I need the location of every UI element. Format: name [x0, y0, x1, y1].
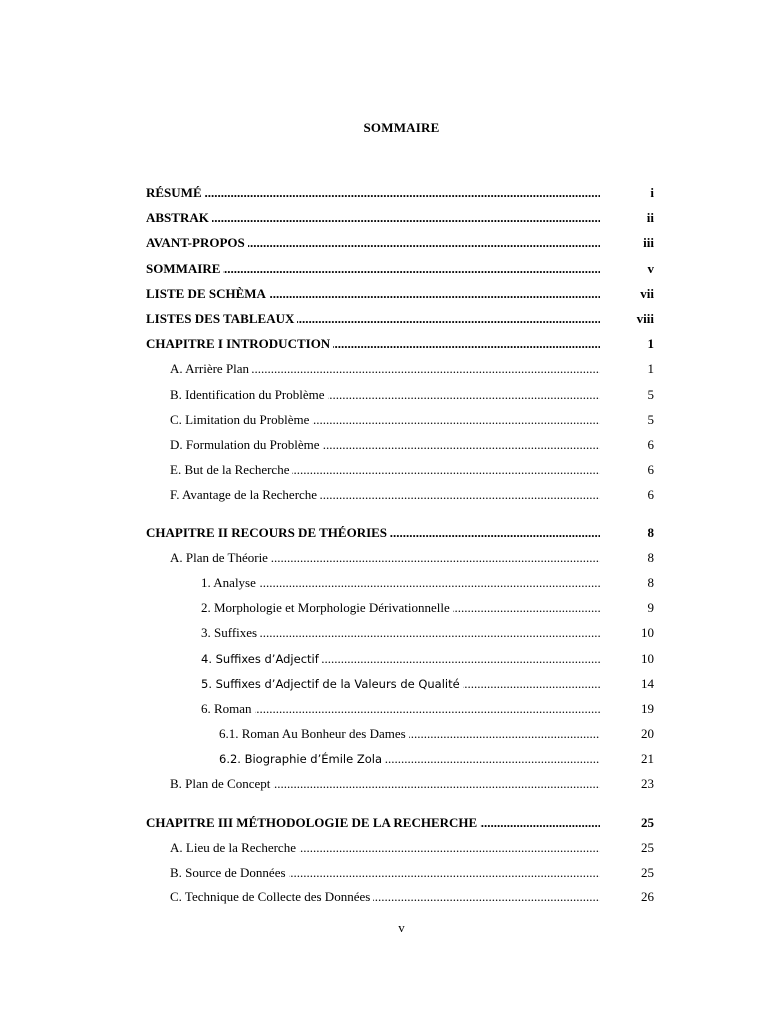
toc-entry[interactable]	[0, 574, 768, 592]
toc-entry-page: 20	[641, 726, 654, 741]
page-number-footer: v	[398, 920, 405, 935]
toc-entry[interactable]	[0, 599, 768, 617]
toc-entry-page: i	[650, 185, 654, 200]
toc-entry-page: 10	[641, 625, 654, 640]
toc-entry[interactable]	[0, 888, 768, 906]
toc-entry[interactable]	[0, 675, 768, 693]
toc-entry-page: 1	[647, 361, 654, 376]
toc-entry-label: CHAPITRE III MÉTHODOLOGIE DE LA RECHERCHE .....	[146, 814, 600, 832]
toc-entry-label: E. But de la Recherche .....	[170, 461, 600, 479]
toc-entry-label: 6.1. Roman Au Bonheur des Dames .....	[219, 725, 600, 743]
toc-entry-label: F. Avantage de la Recherche .....	[170, 486, 600, 504]
toc-entry[interactable]	[0, 700, 768, 718]
toc-entry-page: 8	[647, 550, 654, 565]
toc-entry-label: C. Limitation du Problème .....	[170, 411, 600, 429]
toc-entry[interactable]	[0, 310, 768, 328]
toc-entry-label: 3. Suffixes .....	[201, 624, 600, 642]
toc-entry-page: 19	[641, 701, 654, 716]
toc-entry-label: AVANT-PROPOS .....	[146, 234, 600, 252]
toc-entry-page: ii	[646, 210, 654, 225]
toc-entry-page: v	[647, 261, 654, 276]
toc-entry-label: A. Plan de Théorie .....	[170, 549, 600, 567]
toc-entry-page: 6	[647, 487, 654, 502]
toc-entry-page: 9	[647, 600, 654, 615]
toc-entry-page: 8	[647, 575, 654, 590]
toc-entry-label: 5. Suffixes d’Adjectif de la Valeurs de Qualité .....	[201, 675, 600, 693]
toc-entry-page: 26	[641, 889, 654, 904]
toc-entry-label: B. Plan de Concept .....	[170, 775, 600, 793]
toc-entry-page: 21	[641, 751, 654, 766]
toc-entry-page: 6	[647, 462, 654, 477]
toc-entry-label: 2. Morphologie et Morphologie Dérivationnelle .....	[201, 599, 600, 617]
toc-entry-label: LISTES DES TABLEAUX .....	[146, 310, 600, 328]
toc-entry-page: 8	[647, 525, 654, 540]
toc-entry-page: 5	[647, 387, 654, 402]
toc-entry-page: 14	[641, 676, 654, 691]
toc-entry-page: vii	[640, 286, 654, 301]
toc-entry-page: 23	[641, 776, 654, 791]
toc-entry-page: 1	[647, 336, 654, 351]
toc-entry[interactable]	[0, 461, 768, 479]
toc-entry-label: 1. Analyse .....	[201, 574, 600, 592]
toc-entry-label: D. Formulation du Problème .....	[170, 436, 600, 454]
toc-entry[interactable]	[0, 386, 768, 404]
toc-entry-page: 5	[647, 412, 654, 427]
toc-entry-page: iii	[643, 235, 654, 250]
toc-entry-label: RÉSUMÉ .....	[146, 184, 600, 202]
toc-entry-label: A. Arrière Plan .....	[170, 360, 600, 378]
toc-entry[interactable]	[0, 209, 768, 227]
toc-entry[interactable]	[0, 411, 768, 429]
toc-entry[interactable]	[0, 650, 768, 668]
toc-entry[interactable]	[0, 486, 768, 504]
toc-entry-label: A. Lieu de la Recherche .....	[170, 839, 600, 857]
toc-entry[interactable]	[0, 285, 768, 303]
toc-entry[interactable]	[0, 814, 768, 832]
toc-entry-page: 25	[641, 815, 654, 830]
page-title: SOMMAIRE	[363, 120, 440, 135]
toc-entry[interactable]	[0, 750, 768, 768]
toc-entry-page: 6	[647, 437, 654, 452]
toc-entry-label: B. Source de Données .....	[170, 864, 600, 882]
toc-entry[interactable]	[0, 775, 768, 793]
toc-entry-label: B. Identification du Problème .....	[170, 386, 600, 404]
toc-entry[interactable]	[0, 864, 768, 882]
toc-entry[interactable]	[0, 624, 768, 642]
toc-entry[interactable]	[0, 260, 768, 278]
toc-entry-label: C. Technique de Collecte des Données .....	[170, 888, 600, 906]
toc-entry[interactable]	[0, 360, 768, 378]
toc-entry[interactable]	[0, 725, 768, 743]
toc-entry-page: 25	[641, 865, 654, 880]
toc-entry[interactable]	[0, 234, 768, 252]
toc-entry[interactable]	[0, 524, 768, 542]
toc-entry-page: 10	[641, 651, 654, 666]
toc-entry[interactable]	[0, 839, 768, 857]
toc-entry-label: 6.2. Biographie d’Émile Zola .....	[219, 750, 600, 768]
toc-entry-page: viii	[636, 311, 654, 326]
toc-entry[interactable]	[0, 184, 768, 202]
toc-entry[interactable]	[0, 335, 768, 353]
toc-entry[interactable]	[0, 549, 768, 567]
toc-entry-label: CHAPITRE II RECOURS DE THÉORIES .....	[146, 524, 600, 542]
toc-entry-label: CHAPITRE I INTRODUCTION .....	[146, 335, 600, 353]
toc-entry-label: LISTE DE SCHÈMA .....	[146, 285, 600, 303]
toc-entry[interactable]	[0, 436, 768, 454]
toc-entry-label: 6. Roman .....	[201, 700, 600, 718]
toc-entry-label: ABSTRAK .....	[146, 209, 600, 227]
toc-entry-label: SOMMAIRE .....	[146, 260, 600, 278]
toc-entry-label: 4. Suffixes d’Adjectif .....	[201, 650, 600, 668]
toc-entry-page: 25	[641, 840, 654, 855]
